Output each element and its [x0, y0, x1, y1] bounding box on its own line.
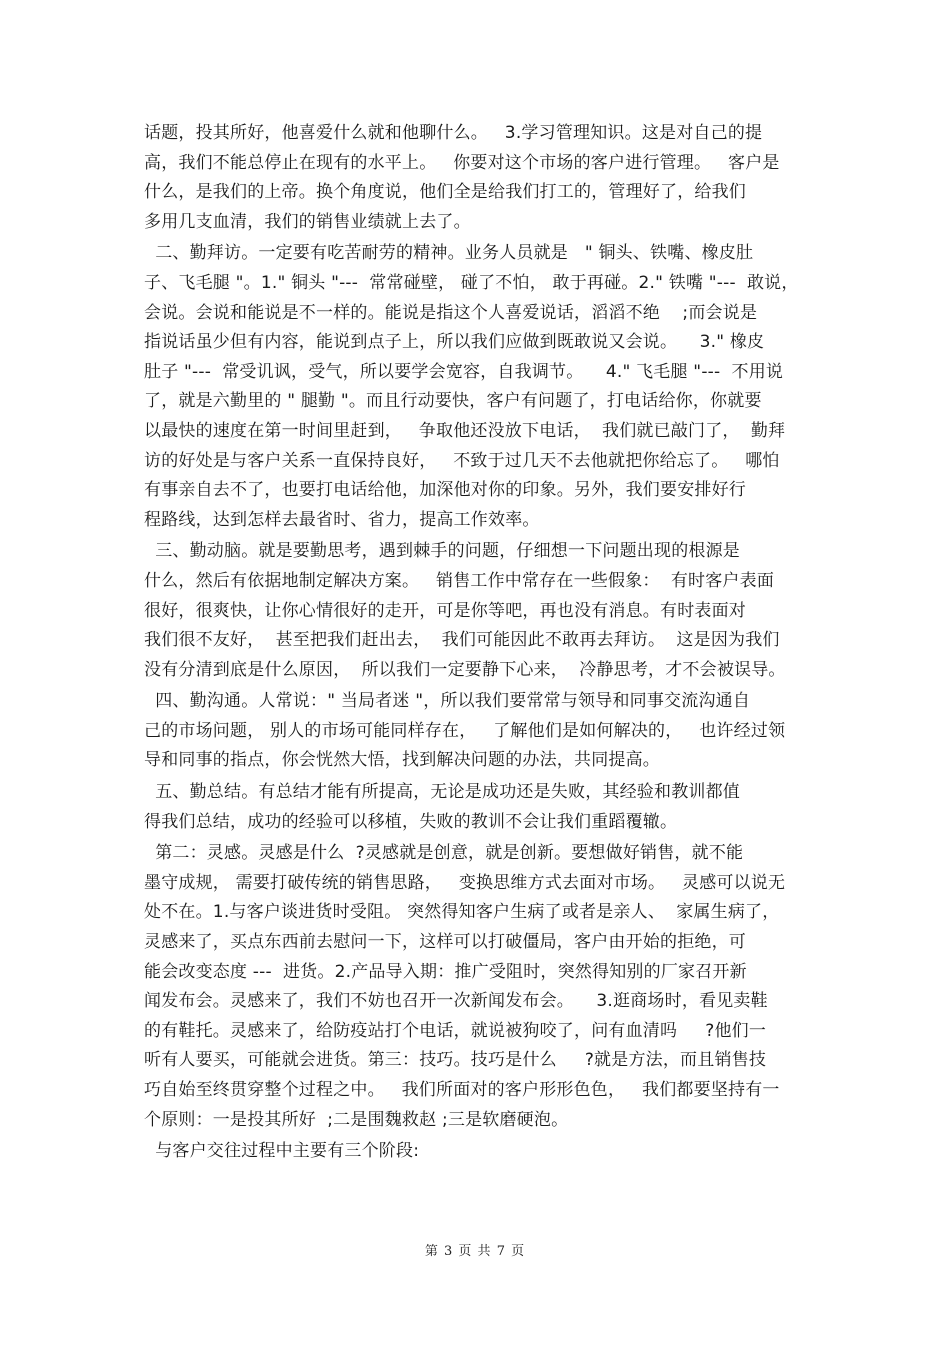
- text-line: 有事亲自去不了，也要打电话给他，加深他对你的印象。另外，我们要安排好行: [144, 480, 746, 501]
- text-line: 二、勤拜访。一定要有吃苦耐劳的精神。业务人员就是 " 铜头、铁嘴、橡皮肚: [144, 243, 754, 264]
- page-number-footer: 第 3 页 共 7 页: [424, 1244, 526, 1259]
- text-line: 没有分清到底是什么原因， 所以我们一定要静下心来， 冷静思考，才不会被误导。: [144, 659, 786, 680]
- text-line: 指说话虽少但有内容，能说到点子上，所以我们应做到既敢说又会说。 3." 橡皮: [144, 332, 765, 353]
- text-line: 导和同事的指点，你会恍然大悟，找到解决问题的办法，共同提高。: [144, 750, 660, 771]
- text-line: 三、勤动脑。就是要勤思考，遇到棘手的问题，仔细想一下问题出现的根源是: [144, 541, 741, 562]
- paragraph: [144, 778, 812, 837]
- paragraph: [144, 687, 812, 776]
- text-line: 了，就是六勤里的 " 腿勤 "。而且行动要快，客户有问题了，打电话给你，你就要: [144, 391, 762, 412]
- text-line: 与客户交往过程中主要有三个阶段:: [144, 1141, 420, 1162]
- paragraph: [144, 1137, 812, 1167]
- text-line: 五、勤总结。有总结才能有所提高，无论是成功还是失败，其经验和教训都值: [144, 782, 741, 803]
- text-line: 会说。会说和能说是不一样的。能说是指这个人喜爱说话，滔滔不绝 ;而会说是: [144, 302, 758, 323]
- text-line: 个原则：一是投其所好 ;二是围魏救赵 ;三是软磨硬泡。: [144, 1109, 569, 1130]
- paragraph: [144, 537, 812, 685]
- text-line: 己的市场问题， 别人的市场可能同样存在， 了解他们是如何解决的， 也许经过领: [144, 720, 786, 741]
- text-line: 多用几支血清，我们的销售业绩就上去了。: [144, 211, 471, 232]
- text-line: 我们很不友好， 甚至把我们赶出去， 我们可能因此不敢再去拜访。 这是因为我们: [144, 630, 780, 651]
- text-line: 子、飞毛腿 "。1." 铜头 "--- 常常碰壁， 碰了不怕， 敢于再碰。2." 铁嘴 "--- 敢说，: [144, 272, 799, 293]
- text-line: 以最快的速度在第一时间里赶到， 争取他还没放下电话， 我们就已敲门了， 勤拜: [144, 420, 786, 441]
- text-line: 程路线，达到怎样去最省时、省力，提高工作效率。: [144, 509, 540, 530]
- text-line: 闻发布会。灵感来了，我们不妨也召开一次新闻发布会。 3.逛商场时，看见卖鞋: [144, 991, 768, 1012]
- text-line: 访的好处是与客户关系一直保持良好， 不致于过几天不去他就把你给忘了。 哪怕: [144, 450, 780, 471]
- text-line: 巧自始至终贯穿整个过程之中。 我们所面对的客户形形色色， 我们都要坚持有一: [144, 1080, 780, 1100]
- text-line: 什么，然后有依据地制定解决方案。 销售工作中常存在一些假象： 有时客户表面: [144, 570, 775, 591]
- text-line: 四、勤沟通。人常说：" 当局者迷 "，所以我们要常常与领导和同事交流沟通自: [144, 691, 751, 712]
- text-line: 处不在。1.与客户谈进货时受阻。 突然得知客户生病了或者是亲人、 家属生病了，: [144, 902, 780, 923]
- text-line: 高，我们不能总停止在现有的水平上。 你要对这个市场的客户进行管理。 客户是: [144, 152, 780, 173]
- text-line: 话题，投其所好，他喜爱什么就和他聊什么。 3.学习管理知识。这是对自己的提: [144, 123, 763, 143]
- text-line: 第二：灵感。灵感是什么 ?灵感就是创意，就是创新。要想做好销售，就不能: [144, 843, 744, 864]
- text-line: 很好，很爽快，让你心情很好的走开，可是你等吧，再也没有消息。有时表面对: [144, 600, 746, 621]
- text-line: 什么，是我们的上帝。换个角度说，他们全是给我们打工的，管理好了，给我们: [144, 182, 746, 203]
- text-line: 能会改变态度 --- 进货。2.产品导入期：推广受阻时，突然得知别的厂家召开新: [144, 961, 747, 982]
- text-line: 的有鞋托。灵感来了，给防疫站打个电话，就说被狗咬了，问有血清吗 ?他们一: [144, 1020, 767, 1041]
- paragraph: [144, 839, 812, 1135]
- text-line: 得我们总结，成功的经验可以移植，失败的教训不会让我们重蹈覆辙。: [144, 811, 678, 832]
- paragraph: [144, 239, 812, 535]
- text-line: 听有人要买，可能就会进货。第三：技巧。技巧是什么 ?就是方法，而且销售技: [144, 1050, 767, 1071]
- document-body: [144, 119, 812, 1167]
- text-line: 灵感来了，买点东西前去慰问一下，这样可以打破僵局，客户由开始的拒绝，可: [144, 932, 746, 953]
- text-line: 肚子 "--- 常受讥讽，受气，所以要学会宽容，自我调节。 4." 飞毛腿 "--- 不用说: [144, 361, 784, 382]
- paragraph: [144, 119, 812, 237]
- text-line: 墨守成规， 需要打破传统的销售思路， 变换思维方式去面对市场。 灵感可以说无: [144, 872, 786, 893]
